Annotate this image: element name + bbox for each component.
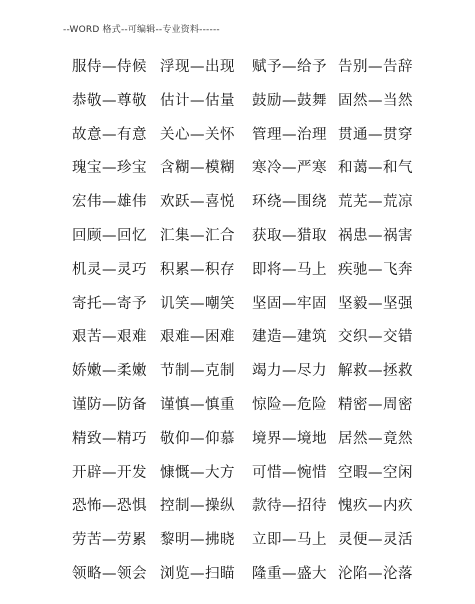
synonym-pair: 慷慨—大方 (160, 464, 235, 481)
synonym-pair: 敬仰—仰慕 (160, 430, 235, 447)
synonym-pair: 竭力—尽力 (252, 363, 327, 380)
synonym-pair: 居然—竟然 (338, 430, 413, 447)
synonym-pair: 惊险—危险 (252, 396, 327, 413)
synonym-pair: 欢跃—喜悦 (160, 194, 235, 211)
synonym-pair: 疾驰—飞奔 (338, 261, 413, 278)
synonym-pair: 建造—建筑 (252, 329, 327, 346)
synonym-pair: 款待—招待 (252, 498, 327, 515)
synonym-pair: 沦陷—沦落 (338, 565, 413, 582)
synonym-pair: 含糊—模糊 (160, 160, 235, 177)
synonym-pair: 故意—有意 (72, 126, 147, 143)
synonym-pair: 谨防—防备 (72, 396, 147, 413)
synonym-pair: 黎明—拂晓 (160, 532, 235, 549)
synonym-pair: 空暇—空闲 (338, 464, 413, 481)
synonym-pair: 瑰宝—珍宝 (72, 160, 147, 177)
synonym-pair: 积累—积存 (160, 261, 235, 278)
synonym-pair: 宏伟—雄伟 (72, 194, 147, 211)
synonym-grid (72, 56, 432, 597)
synonym-pair: 隆重—盛大 (252, 565, 327, 582)
synonym-pair: 艰苦—艰难 (72, 329, 147, 346)
synonym-pair: 劳苦—劳累 (72, 532, 147, 549)
synonym-pair: 管理—治理 (252, 126, 327, 143)
synonym-pair: 贯通—贯穿 (338, 126, 413, 143)
page-header: --WORD 格式--可编辑--专业资料------ (63, 25, 220, 35)
synonym-pair: 开辟—开发 (72, 464, 147, 481)
synonym-pair: 服侍—侍候 (72, 59, 147, 75)
synonym-pair: 谨慎—慎重 (160, 396, 235, 413)
synonym-pair: 即将—马上 (252, 261, 327, 278)
synonym-pair: 解救—拯救 (338, 363, 413, 380)
synonym-pair: 娇嫩—柔嫩 (72, 363, 147, 380)
synonym-pair: 寒冷—严寒 (252, 160, 327, 177)
synonym-pair: 固然—当然 (338, 92, 413, 109)
synonym-pair: 浏览—扫瞄 (160, 565, 235, 582)
synonym-pair: 告别—告辞 (338, 59, 413, 75)
synonym-pair: 坚毅—坚强 (338, 295, 413, 312)
synonym-pair: 环绕—围绕 (252, 194, 327, 211)
synonym-pair: 领略—领会 (72, 565, 147, 582)
synonym-pair: 精致—精巧 (72, 430, 147, 447)
synonym-pair: 关心—关怀 (160, 126, 235, 143)
synonym-pair: 境界—境地 (252, 430, 327, 447)
synonym-pair: 可惜—惋惜 (252, 464, 327, 481)
synonym-pair: 机灵—灵巧 (72, 261, 147, 278)
synonym-pair: 恐怖—恐惧 (72, 498, 147, 515)
synonym-pair: 赋予—给予 (252, 59, 327, 75)
synonym-pair: 坚固—牢固 (252, 295, 327, 312)
synonym-pair: 汇集—汇合 (160, 227, 235, 244)
synonym-pair: 灵便—灵活 (338, 532, 413, 549)
synonym-pair: 鼓励—鼓舞 (252, 92, 327, 109)
synonym-pair: 恭敬—尊敬 (72, 92, 147, 109)
synonym-pair: 节制—克制 (160, 363, 235, 380)
synonym-pair: 荒芜—荒凉 (338, 194, 413, 211)
synonym-pair: 立即—马上 (252, 532, 327, 549)
synonym-pair: 估计—估量 (160, 92, 235, 109)
synonym-pair: 获取—猎取 (252, 227, 327, 244)
synonym-pair: 讥笑—嘲笑 (160, 295, 235, 312)
synonym-pair: 和蔼—和气 (338, 160, 413, 177)
synonym-pair: 精密—周密 (338, 396, 413, 413)
synonym-pair: 浮现—出现 (160, 59, 235, 75)
synonym-pair: 祸患—祸害 (338, 227, 413, 244)
synonym-pair: 愧疚—内疚 (338, 498, 413, 515)
synonym-pair: 艰难—困难 (160, 329, 235, 346)
synonym-pair: 控制—操纵 (160, 498, 235, 515)
synonym-pair: 回顾—回忆 (72, 227, 147, 244)
synonym-pair: 交织—交错 (338, 329, 413, 346)
synonym-pair: 寄托—寄予 (72, 295, 147, 312)
